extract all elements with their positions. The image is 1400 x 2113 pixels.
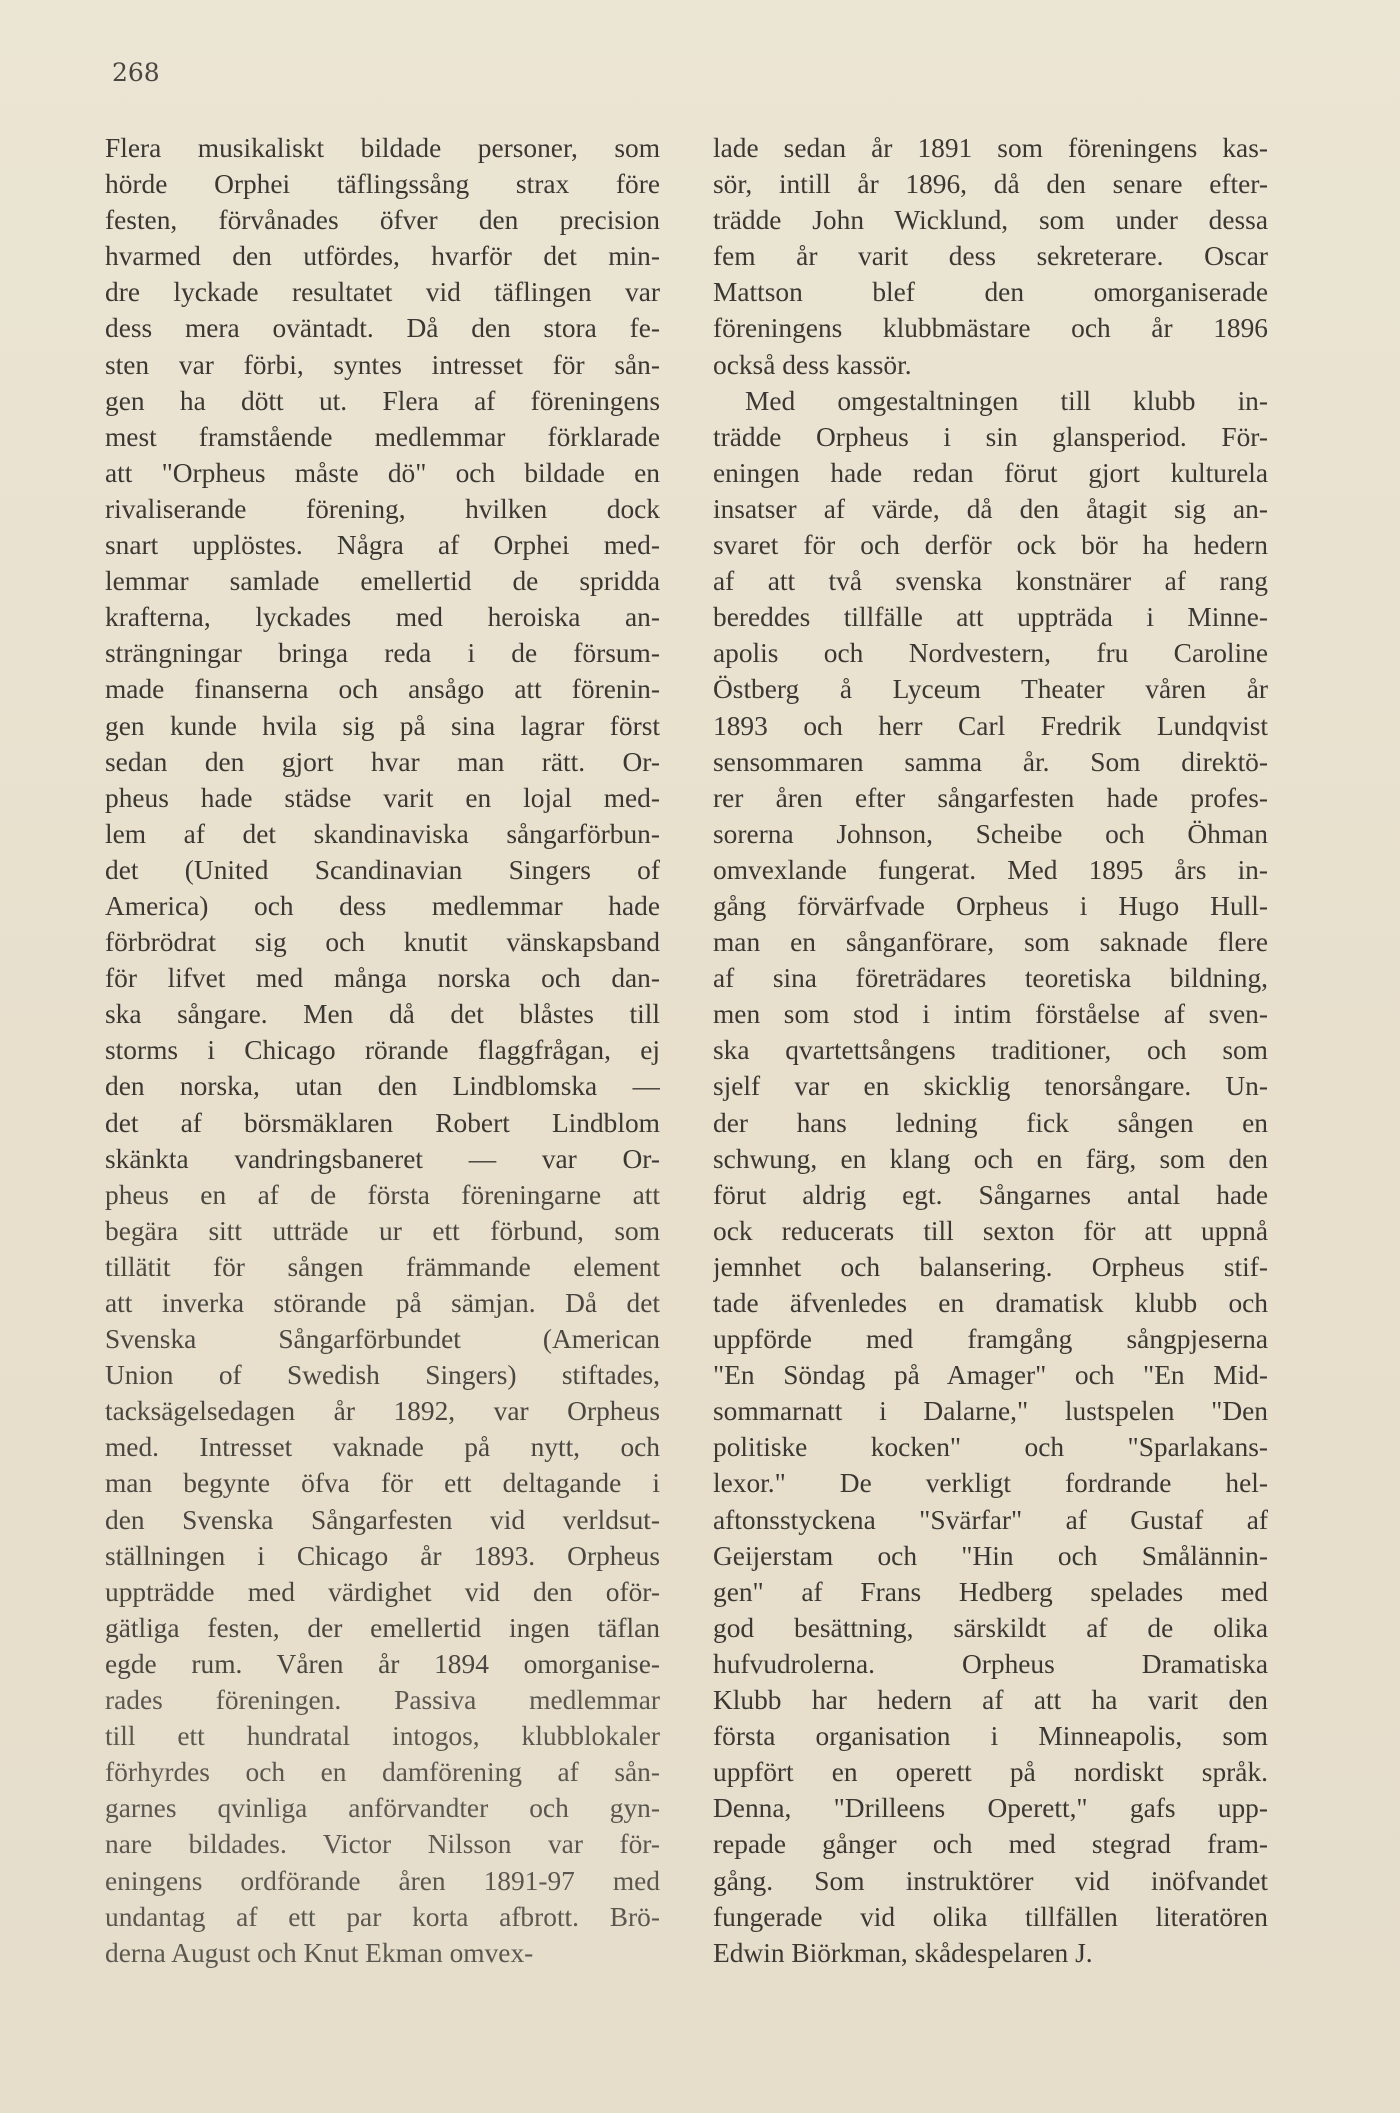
text-line: dre lyckade resultatet vid täflingen var: [105, 277, 660, 308]
text-line: gätliga festen, der emellertid ingen täflan: [105, 1612, 660, 1643]
text-line: sjelf var en skicklig tenorsångare. Un-: [713, 1071, 1268, 1102]
text-line: egde rum. Våren år 1894 omorganise-: [105, 1648, 660, 1679]
text-line: rivaliserande förening, hvilken dock: [105, 493, 660, 524]
text-line: man en sånganförare, som saknade flere: [713, 927, 1268, 958]
text-line: gen ha dött ut. Flera af föreningens: [105, 385, 660, 416]
text-line: hvarmed den utfördes, hvarför det min-: [105, 241, 660, 272]
text-line: sedan den gjort hvar man rätt. Or-: [105, 746, 660, 777]
text-line: Geijerstam och "Hin och Smålännin-: [713, 1540, 1268, 1571]
text-line: lem af det skandinaviska sångarförbun-: [105, 818, 660, 849]
text-line: för lifvet med många norska och dan-: [105, 963, 660, 994]
text-line: gen kunde hvila sig på sina lagrar först: [105, 710, 660, 741]
text-line: Edwin Biörkman, skådespelaren J.: [713, 1937, 1093, 1968]
text-line: rer åren efter sångarfesten hade profes-: [713, 782, 1268, 813]
text-line: föreningens klubbmästare och år 1896: [713, 313, 1268, 344]
text-line: der hans ledning fick sången en: [713, 1107, 1268, 1138]
text-line: omvexlande fungerat. Med 1895 års in-: [713, 854, 1268, 885]
text-line: Östberg å Lyceum Theater våren år: [713, 674, 1268, 705]
text-line: man begynte öfva för ett deltagande i: [105, 1468, 660, 1499]
text-line: nare bildades. Victor Nilsson var för-: [105, 1829, 660, 1860]
text-line: undantag af ett par korta afbrott. Brö-: [105, 1901, 660, 1932]
text-line: hörde Orphei täflingssång strax före: [105, 169, 660, 200]
text-line: fem år varit dess sekreterare. Oscar: [713, 241, 1268, 272]
text-line: snart upplöstes. Några af Orphei med-: [105, 530, 660, 561]
text-line: gen" af Frans Hedberg spelades med: [713, 1576, 1268, 1607]
text-line: till ett hundratal intogos, klubblokaler: [105, 1721, 660, 1752]
text-line: lemmar samlade emellertid de spridda: [105, 566, 660, 597]
text-line: skänkta vandringsbaneret — var Or-: [105, 1143, 660, 1174]
text-line: fungerade vid olika tillfällen literatören: [713, 1901, 1268, 1932]
text-line: pheus en af de första föreningarne att: [105, 1179, 660, 1210]
text-line: tacksägelsedagen år 1892, var Orpheus: [105, 1396, 660, 1427]
text-line: garnes qvinliga anförvandter och gyn-: [105, 1793, 660, 1824]
text-line: lexor." De verkligt fordrande hel-: [713, 1468, 1268, 1499]
text-line: Denna, "Drilleens Operett," gafs upp-: [713, 1793, 1268, 1824]
text-line: eningens ordförande åren 1891-97 med: [105, 1865, 660, 1896]
text-line: rades föreningen. Passiva medlemmar: [105, 1685, 660, 1716]
text-line: begära sitt utträde ur ett förbund, som: [105, 1215, 660, 1246]
text-line: insatser af värde, då den åtagit sig an-: [713, 493, 1268, 524]
text-line: dess mera oväntadt. Då den stora fe-: [105, 313, 660, 344]
text-line: förbrödrat sig och knutit vänskapsband: [105, 927, 660, 958]
text-line: trädde John Wicklund, som under dessa: [713, 205, 1268, 236]
text-line: Union of Swedish Singers) stiftades,: [105, 1360, 660, 1391]
text-line: derna August och Knut Ekman omvex-: [105, 1937, 534, 1968]
text-line: god besättning, särskildt af de olika: [713, 1612, 1268, 1643]
text-line: att inverka störande på sämjan. Då det: [105, 1288, 660, 1318]
text-line: att "Orpheus måste dö" och bildade en: [105, 457, 660, 488]
text-line: men som stod i intim förståelse af sven-: [713, 999, 1268, 1030]
text-line: lade sedan år 1891 som föreningens kas-: [713, 133, 1268, 163]
text-line: hufvudrolerna. Orpheus Dramatiska: [713, 1648, 1268, 1679]
text-line: storms i Chicago rörande flaggfrågan, ej: [105, 1035, 660, 1066]
text-line: ock reducerats till sexton för att uppnå: [713, 1215, 1268, 1246]
text-line: gång. Som instruktörer vid inöfvandet: [713, 1865, 1268, 1896]
text-line: politiske kocken" och "Sparlakans-: [713, 1432, 1268, 1463]
text-line: strängningar bringa reda i de försum-: [105, 638, 660, 669]
text-line: ska qvartettsångens traditioner, och som: [713, 1035, 1268, 1066]
text-line: med. Intresset vaknade på nytt, och: [105, 1432, 660, 1463]
text-line: sensommaren samma år. Som direktö-: [713, 746, 1268, 777]
text-line: "En Söndag på Amager" och "En Mid-: [713, 1360, 1268, 1391]
text-line: svaret för och derför ock bör ha hedern: [713, 530, 1268, 561]
text-line: aftonsstyckena "Svärfar" af Gustaf af: [713, 1504, 1268, 1535]
text-line: made finanserna och ansågo att förenin-: [105, 674, 660, 705]
text-line: den norska, utan den Lindblomska —: [105, 1071, 660, 1102]
text-line: sorerna Johnson, Scheibe och Öhman: [713, 818, 1268, 849]
text-line: den Svenska Sångarfesten vid verldsut-: [105, 1504, 660, 1535]
text-line: Med omgestaltningen till klubb in-: [745, 385, 1268, 416]
text-line: af sina företrädares teoretiska bildning,: [713, 963, 1268, 994]
text-line: uppfört en operett på nordiskt språk.: [713, 1757, 1268, 1788]
text-line: tade äfvenledes en dramatisk klubb och: [713, 1288, 1268, 1318]
text-line: sommarnatt i Dalarne," lustspelen "Den: [713, 1396, 1268, 1427]
text-line: tillätit för sången främmande element: [105, 1251, 660, 1282]
text-line: Mattson blef den omorganiserade: [713, 277, 1268, 308]
text-line: festen, förvånades öfver den precision: [105, 205, 660, 236]
text-line: eningen hade redan förut gjort kulturela: [713, 457, 1268, 488]
text-line: pheus hade städse varit en lojal med-: [105, 782, 660, 813]
text-line: schwung, en klang och en färg, som den: [713, 1143, 1268, 1174]
text-line: bereddes tillfälle att uppträda i Minne-: [713, 602, 1268, 633]
text-line: uppträdde med värdighet vid den oför-: [105, 1576, 660, 1607]
text-line: Flera musikaliskt bildade personer, som: [105, 133, 660, 163]
left-text-column: [105, 130, 660, 1971]
text-line: Klubb har hedern af att ha varit den: [713, 1685, 1268, 1716]
text-line: sör, intill år 1896, då den senare efter-: [713, 169, 1268, 200]
text-line: gång förvärfvade Orpheus i Hugo Hull-: [713, 890, 1268, 921]
text-line: uppförde med framgång sångpjeserna: [713, 1324, 1268, 1355]
text-line: apolis och Nordvestern, fru Caroline: [713, 638, 1268, 669]
text-line: repade gånger och med stegrad fram-: [713, 1829, 1268, 1860]
text-line: ska sångare. Men då det blåstes till: [105, 999, 660, 1030]
right-text-column: [713, 130, 1268, 1971]
text-line: af att två svenska konstnärer af rang: [713, 566, 1268, 597]
text-line: Svenska Sångarförbundet (American: [105, 1324, 660, 1355]
text-line: krafterna, lyckades med heroiska an-: [105, 602, 660, 633]
text-line: förhyrdes och en damförening af sån-: [105, 1757, 660, 1788]
text-line: ställningen i Chicago år 1893. Orpheus: [105, 1540, 660, 1571]
text-line: det af börsmäklaren Robert Lindblom: [105, 1107, 660, 1138]
text-line: America) och dess medlemmar hade: [105, 890, 660, 921]
text-line: förut aldrig egt. Sångarnes antal hade: [713, 1179, 1268, 1210]
page-number: 268: [112, 58, 160, 87]
text-line: också dess kassör.: [713, 349, 912, 380]
text-line: 1893 och herr Carl Fredrik Lundqvist: [713, 710, 1268, 741]
text-line: jemnhet och balansering. Orpheus stif-: [713, 1251, 1268, 1282]
text-line: mest framstående medlemmar förklarade: [105, 421, 660, 452]
text-line: första organisation i Minneapolis, som: [713, 1721, 1268, 1752]
text-line: det (United Scandinavian Singers of: [105, 854, 660, 885]
text-line: sten var förbi, syntes intresset för sån-: [105, 349, 660, 380]
text-line: trädde Orpheus i sin glansperiod. För-: [713, 421, 1268, 452]
